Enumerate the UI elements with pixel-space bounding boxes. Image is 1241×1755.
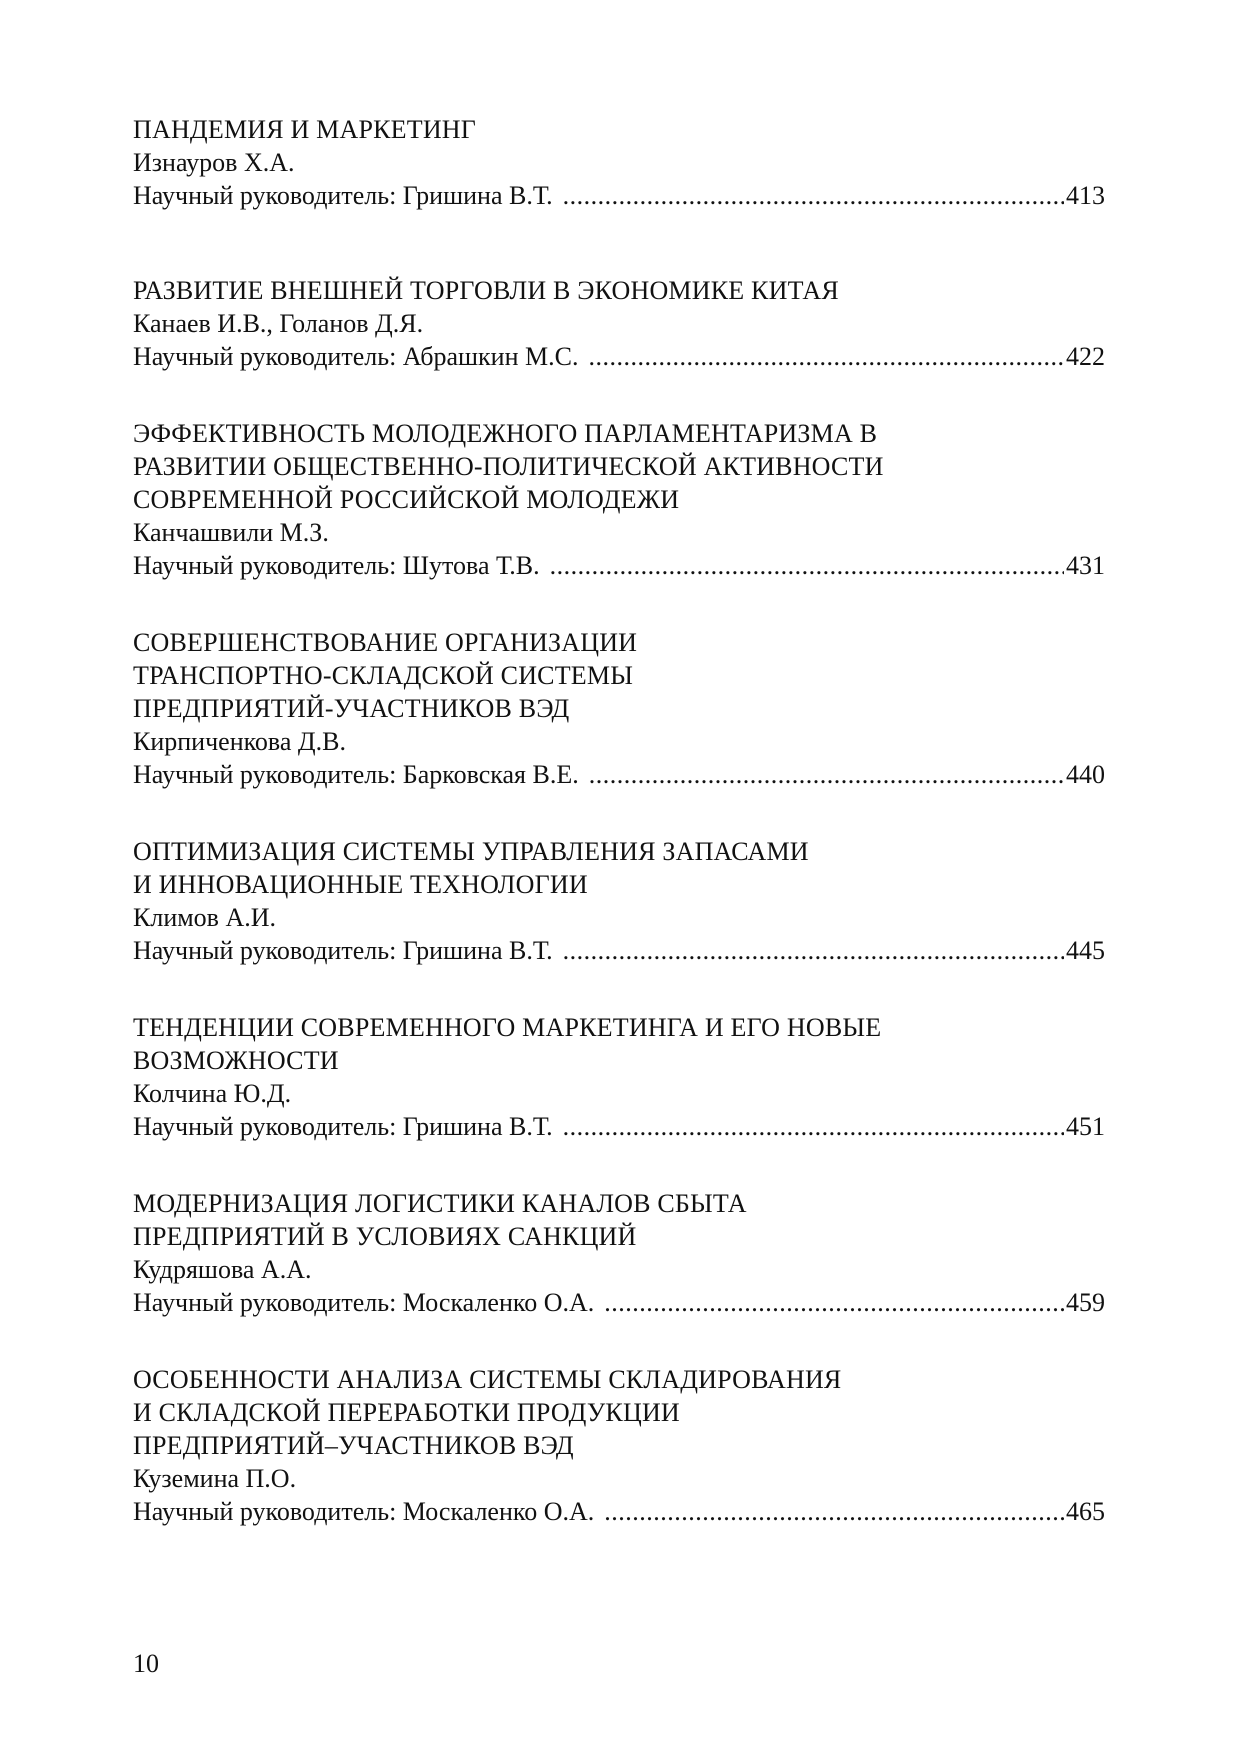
entry-authors: Климов А.И. — [133, 903, 277, 932]
entry-title-line: МОДЕРНИЗАЦИЯ ЛОГИСТИКИ КАНАЛОВ СБЫТА — [133, 1189, 747, 1218]
entry-title-line: ПРЕДПРИЯТИЙ–УЧАСТНИКОВ ВЭД — [133, 1431, 574, 1460]
entry-title-line: ПРЕДПРИЯТИЙ В УСЛОВИЯХ САНКЦИЙ — [133, 1222, 637, 1251]
entry-authors: Кирпиченкова Д.В. — [133, 727, 346, 756]
toc-entry — [133, 835, 1105, 967]
dot-leader — [588, 340, 1064, 373]
entry-title-line: ТРАНСПОРТНО-СКЛАДСКОЙ СИСТЕМЫ — [133, 661, 634, 690]
dot-leader — [550, 549, 1064, 582]
toc-entry — [133, 113, 1105, 212]
dot-leader — [589, 758, 1064, 791]
toc-entry — [133, 626, 1105, 791]
entry-page-number: 413 — [1066, 181, 1105, 210]
entry-page-number: 459 — [1066, 1288, 1105, 1317]
entry-page-number: 451 — [1066, 1112, 1105, 1141]
entry-title-line: И СКЛАДСКОЙ ПЕРЕРАБОТКИ ПРОДУКЦИИ — [133, 1398, 680, 1427]
entry-title-line: ПАНДЕМИЯ И МАРКЕТИНГ — [133, 115, 477, 144]
dot-leader — [563, 1110, 1064, 1143]
entry-supervisor: Научный руководитель: Абрашкин М.С. — [133, 342, 579, 371]
toc-entry — [133, 1011, 1105, 1143]
toc-entry — [133, 1363, 1105, 1528]
entry-supervisor: Научный руководитель: Гришина В.Т. — [133, 181, 553, 210]
entry-title-line: ОПТИМИЗАЦИЯ СИСТЕМЫ УПРАВЛЕНИЯ ЗАПАСАМИ — [133, 837, 809, 866]
entry-title-line: ЭФФЕКТИВНОСТЬ МОЛОДЕЖНОГО ПАРЛАМЕНТАРИЗМА В — [133, 419, 878, 448]
entry-supervisor: Научный руководитель: Барковская В.Е. — [133, 760, 579, 789]
entry-title-line: ВОЗМОЖНОСТИ — [133, 1046, 339, 1075]
entry-supervisor-row — [133, 758, 1105, 791]
entry-supervisor: Научный руководитель: Гришина В.Т. — [133, 1112, 553, 1141]
entry-title-line: СОВЕРШЕНСТВОВАНИЕ ОРГАНИЗАЦИИ — [133, 628, 638, 657]
page-number-footer: 10 — [133, 1649, 159, 1678]
entry-supervisor-row — [133, 179, 1105, 212]
entry-supervisor-row — [133, 1495, 1105, 1528]
entry-authors: Канаев И.В., Голанов Д.Я. — [133, 309, 424, 338]
entry-page-number: 422 — [1066, 342, 1105, 371]
entry-page-number: 445 — [1066, 936, 1105, 965]
table-of-contents — [133, 113, 1105, 1572]
dot-leader — [563, 934, 1064, 967]
entry-title-line: СОВРЕМЕННОЙ РОССИЙСКОЙ МОЛОДЕЖИ — [133, 485, 680, 514]
entry-authors: Изнауров Х.А. — [133, 148, 295, 177]
entry-page-number: 431 — [1066, 551, 1105, 580]
toc-entry — [133, 274, 1105, 373]
entry-page-number: 465 — [1066, 1497, 1105, 1526]
entry-title-line: И ИННОВАЦИОННЫЕ ТЕХНОЛОГИИ — [133, 870, 588, 899]
dot-leader — [563, 179, 1064, 212]
toc-entry — [133, 417, 1105, 582]
toc-entry — [133, 1187, 1105, 1319]
entry-authors: Колчина Ю.Д. — [133, 1079, 292, 1108]
dot-leader — [604, 1286, 1064, 1319]
entry-supervisor: Научный руководитель: Москаленко О.А. — [133, 1288, 595, 1317]
entry-authors: Канчашвили М.З. — [133, 518, 329, 547]
entry-authors: Куземина П.О. — [133, 1464, 297, 1493]
dot-leader — [604, 1495, 1064, 1528]
entry-supervisor-row — [133, 934, 1105, 967]
entry-supervisor: Научный руководитель: Шутова Т.В. — [133, 551, 540, 580]
entry-supervisor: Научный руководитель: Москаленко О.А. — [133, 1497, 595, 1526]
entry-authors: Кудряшова А.А. — [133, 1255, 312, 1284]
entry-supervisor-row — [133, 340, 1105, 373]
entry-supervisor-row — [133, 549, 1105, 582]
entry-title-line: ОСОБЕННОСТИ АНАЛИЗА СИСТЕМЫ СКЛАДИРОВАНИЯ — [133, 1365, 842, 1394]
entry-title-line: РАЗВИТИЕ ВНЕШНЕЙ ТОРГОВЛИ В ЭКОНОМИКЕ КИТАЯ — [133, 276, 839, 305]
entry-title-line: ТЕНДЕНЦИИ СОВРЕМЕННОГО МАРКЕТИНГА И ЕГО НОВЫЕ — [133, 1013, 882, 1042]
entry-supervisor-row — [133, 1286, 1105, 1319]
entry-supervisor: Научный руководитель: Гришина В.Т. — [133, 936, 553, 965]
entry-page-number: 440 — [1066, 760, 1105, 789]
entry-title-line: РАЗВИТИИ ОБЩЕСТВЕННО-ПОЛИТИЧЕСКОЙ АКТИВНОСТИ — [133, 452, 884, 481]
entry-title-line: ПРЕДПРИЯТИЙ-УЧАСТНИКОВ ВЭД — [133, 694, 570, 723]
entry-supervisor-row — [133, 1110, 1105, 1143]
